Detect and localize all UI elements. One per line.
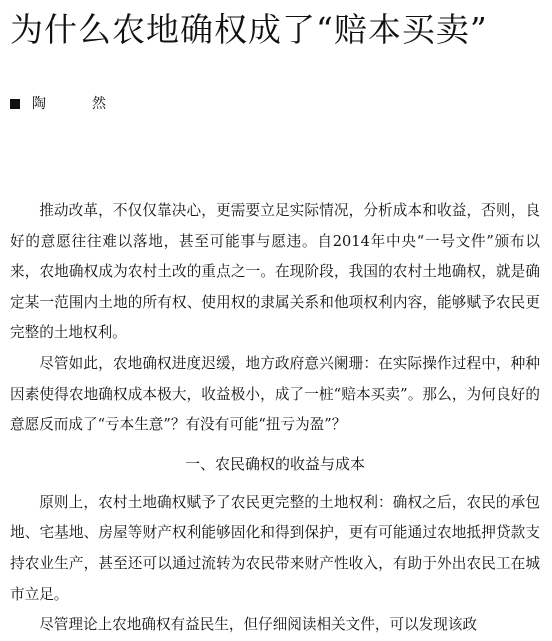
article-body bbox=[10, 196, 540, 641]
black-square-icon bbox=[10, 99, 20, 109]
article-title: 为什么农地确权成了“赔本买卖” bbox=[10, 10, 488, 49]
paragraph-4: 尽管理论上农地确权有益民生，但仔细阅读相关文件，可以发现该政 bbox=[39, 616, 478, 634]
section-heading: 一、农民确权的收益与成本 bbox=[184, 454, 365, 473]
author-name: 陶 然 bbox=[32, 96, 122, 112]
paragraph-2: 尽管如此，农地确权进度迟缓，地方政府意兴阑珊：在实际操作过程中，种种因素使得农地确权成本极大，收益极小，成了一桩“赔本买卖”。那么，为何良好的意愿反而成了“亏本生意”？有没有可能“扭亏为盈”？ bbox=[10, 354, 540, 434]
paragraph-3: 原则上，农村土地确权赋予了农民更完整的土地权利：确权之后，农民的承包地、宅基地、房屋等财产权利能够固化和得到保护，更有可能通过农地抵押贷款支持农业生产，甚至还可以通过流转为农民带来财产性收入，有助于外出农民工在城市立足。 bbox=[10, 493, 540, 603]
paragraph-1: 推动改革，不仅仅靠决心，更需要立足实际情况，分析成本和收益，否则，良好的意愿往往难以落地，甚至可能事与愿违。自2014年中央“一号文件”颁布以来，农地确权成为农村土改的重点之一。在现阶段，我国的农村土地确权，就是确定某一范围内土地的所有权、使用权的隶属关系和他项权利内容，能够赋予农民更完整的土地权利。 bbox=[10, 202, 540, 342]
byline bbox=[10, 94, 122, 114]
